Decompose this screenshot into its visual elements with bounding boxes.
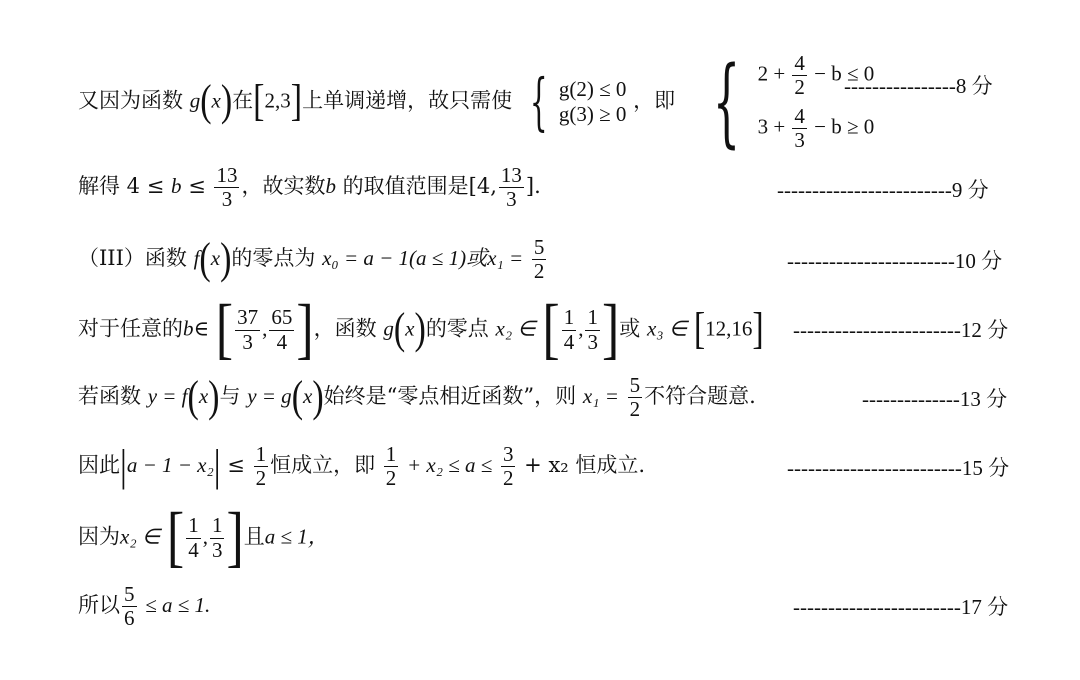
step-text: 或 [619,316,641,341]
bracket-left: [ [166,500,185,575]
paren-left: ( [187,372,199,421]
solution-step-16 [78,500,329,575]
ineq-text: − b ≥ 0 [814,114,875,139]
numerator: 1 [211,513,223,538]
bracket-left: [ [253,77,265,126]
paren-left: ( [393,305,406,354]
paren-left: ( [200,77,212,126]
paren-right: ) [414,305,426,354]
math-x: x [198,384,209,409]
math-g: g [383,316,394,341]
fraction [210,514,225,561]
denominator: 2 [255,466,267,491]
step-text: 若函数 [78,384,141,409]
denominator: 6 [124,606,135,631]
paren-right: ) [312,372,324,421]
bracket-right: ] [752,305,764,354]
paren-right: ) [220,234,232,283]
comma: , [262,316,268,341]
numerator: 5 [533,235,545,259]
denominator: 2 [533,259,545,284]
solution-step-17 [78,583,210,630]
score-12: ------------------------12 分 [793,318,1009,342]
math-x2: x₂ ∈ [495,316,536,341]
score-15: -------------------------15 分 [787,456,1010,480]
math-x: x [210,246,221,271]
ineq-text: 2 + [757,61,786,86]
step-text: ，故实数 [241,174,326,199]
denominator: 3 [211,537,223,562]
step-text: + x₂ 恒成立. [524,453,646,478]
fraction [532,236,547,283]
math-text: + x₂ ≤ a ≤ [406,453,493,478]
interval: 12,16 [705,316,753,341]
step-text: 始终是“零点相近函数”，则 [323,384,577,409]
math-x3: x₃ ∈ [646,316,688,341]
denominator: 2 [629,397,641,422]
paren-left: ( [291,372,304,421]
system-rows [758,52,875,152]
step-text: （III）函数 [78,246,187,271]
step-text: 因此 [78,453,120,478]
system-rows [559,77,627,127]
denominator: 3 [506,187,517,212]
step-text: 上单调递增，故只需使 [302,88,513,113]
step-text: 且 [243,524,265,549]
fraction [122,583,137,630]
numerator: 5 [124,582,135,606]
paren-right: ) [208,372,220,421]
math-x: x [405,316,415,341]
condition-system [519,65,627,139]
denominator: 4 [276,329,288,354]
step-text: ∈ [193,316,210,341]
condition-2: g(3) ≥ 0 [558,102,627,127]
bracket-right: ] [296,292,314,367]
score-8: ----------------8 分 [844,74,993,98]
numerator: 1 [255,442,267,466]
fraction [628,374,643,421]
math-b: b [325,174,336,199]
bracket-left: [ [693,305,706,354]
bracket-left: [ [542,292,560,367]
condition-1: g(2) ≤ 0 [558,77,627,101]
solution-step-8 [78,46,875,159]
numerator: 5 [629,373,641,397]
denominator: 3 [221,187,233,212]
step-text: 的取值范围是[4, [342,174,497,199]
brace-icon: { [529,65,548,139]
step-text: 恒成立，即 [270,453,376,478]
denominator: 3 [242,329,253,354]
step-text: 在 [232,88,254,113]
numerator: 4 [794,104,805,129]
numerator: 1 [563,305,575,330]
numerator: 65 [271,305,293,330]
zeros-expression: x₀ = a − 1(a ≤ 1)或x₁ = [322,246,524,271]
step-text: ，函数 [313,316,377,341]
step-text: 的零点为 [231,246,316,271]
fraction [792,52,807,99]
score-17: ------------------------17 分 [793,595,1009,619]
inequality-2 [758,105,875,152]
math-text: ≤ a ≤ 1. [145,593,211,618]
step-text: 对于任意的 [78,316,183,341]
numerator: 3 [502,442,514,466]
step-text: 不符合题意. [644,384,756,409]
ineq-text: − b ≤ 0 [814,61,875,86]
math-f: f [193,246,200,271]
comma: , [202,524,208,549]
fraction [384,443,399,490]
step-text: ≤ [188,174,206,199]
numerator: 13 [216,163,238,187]
fraction [254,443,269,490]
score-13: --------------13 分 [862,387,1008,411]
abs-bar: | [213,441,221,490]
denominator: 3 [587,329,598,354]
fraction [499,164,524,211]
numerator: 4 [794,51,805,75]
step-text: 所以 [78,593,120,618]
inequality-system [696,46,875,159]
bracket-right: ] [290,77,303,126]
denominator: 3 [794,128,805,153]
step-text: ≤ [227,453,245,478]
fraction [186,514,201,561]
step-text: 因为 [78,524,120,549]
numerator: 1 [385,442,397,466]
brace-icon: { [712,46,741,159]
paren-right: ) [220,77,233,126]
numerator: 13 [500,163,522,187]
math-b: b [171,174,182,199]
step-text: ，即 [633,88,676,113]
solution-step-13 [78,374,756,421]
interval: 2,3 [264,88,291,113]
math-b: b [183,316,194,341]
step-text: 解得 4 ≤ [78,174,165,199]
denominator: 2 [502,466,514,491]
denominator: 4 [188,537,199,562]
step-text: 的零点 [425,316,489,341]
ineq-text: 3 + [757,114,786,139]
math-g: g [189,88,201,113]
solution-step-15 [78,443,645,490]
bracket-left: [ [215,292,234,367]
math-x1: x₁ = [582,384,619,409]
math-x: x [211,88,221,113]
denominator: 2 [794,75,805,100]
math-x2: x₂ ∈ [120,524,161,549]
math-x: x [303,384,313,409]
denominator: 2 [385,466,397,491]
fraction [214,164,239,211]
step-text: 又因为函数 [78,88,183,113]
numerator: 37 [237,305,259,330]
abs-expression: a − 1 − x₂ [126,453,214,478]
step-text: 与 [219,384,241,409]
fraction [235,306,260,353]
math-y-f: y = f [147,384,188,409]
numerator: 1 [188,513,199,538]
score-10: ------------------------10 分 [787,249,1003,273]
abs-bar: | [120,441,127,490]
denominator: 4 [563,329,575,354]
comma: , [578,316,584,341]
solution-step-10 [78,236,548,283]
fraction [585,306,600,353]
numerator: 1 [587,305,598,330]
math-y-g: y = g [247,384,292,409]
fraction [501,443,516,490]
fraction [792,105,807,152]
fraction [562,306,577,353]
solution-step-9 [78,164,541,211]
math-text: a ≤ 1， [264,524,329,549]
solution-step-12 [78,292,764,367]
fraction [269,306,294,353]
bracket-right: ] [601,292,620,367]
bracket-right: ] [226,500,244,575]
paren-left: ( [199,234,211,283]
score-9: -------------------------9 分 [777,178,989,202]
step-text: ]. [525,174,541,199]
